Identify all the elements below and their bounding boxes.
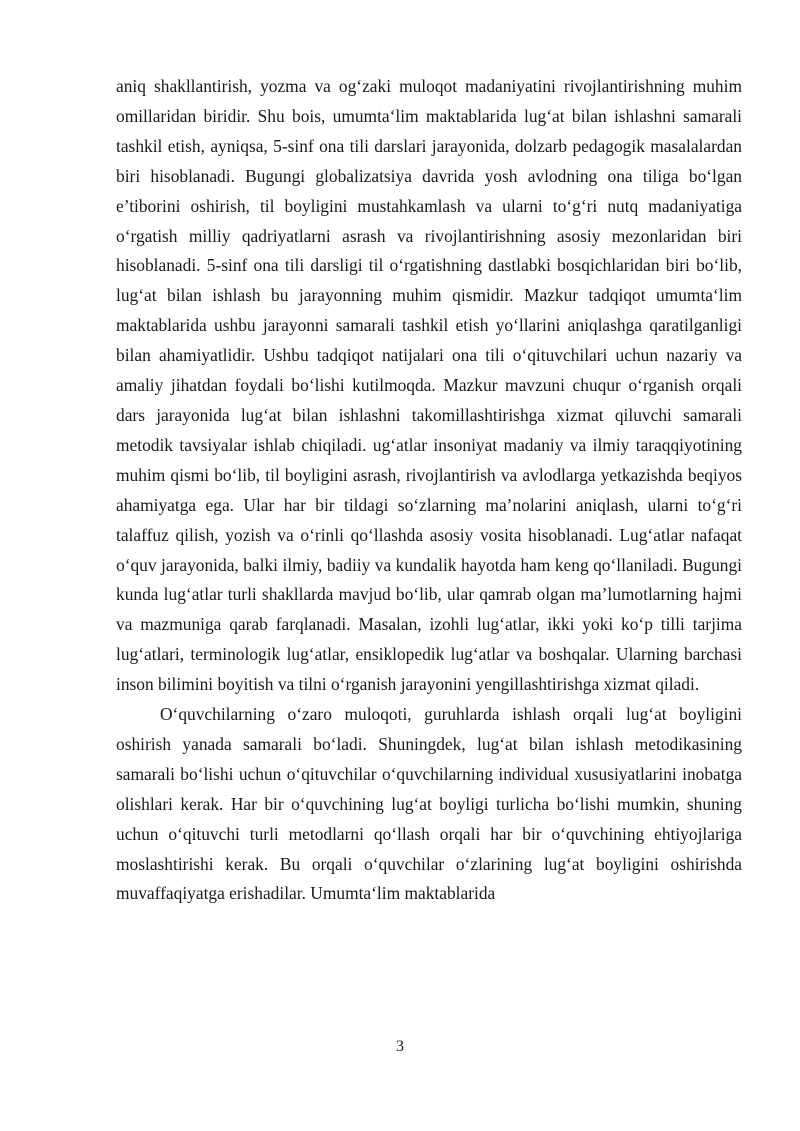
paragraph-1: aniq shakllantirish, yozma va og‘zaki muloqot madaniyatini rivojlantirishning muhim omillaridan biridir. Shu bois, umumta‘lim maktablarida lug‘at bilan ishlashni samarali tashkil etish, ayniqsa, 5-sinf ona tili darslari jarayonida, dolzarb pedagogik masalalardan biri hisoblanadi. Bugungi globalizatsiya davrida yosh avlodning ona tiliga bo‘lgan e’tiborini oshirish, til boyligini mustahkamlash va ularni to‘g‘ri nutq madaniyatiga o‘rgatish milliy qadriyatlarni asrash va rivojlantirishning asosiy mezonlaridan biri hisoblanadi. 5-sinf ona tili darsligi til o‘rgatishning dastlabki bosqichlaridan biri bo‘lib, lug‘at bilan ishlash bu jarayonning muhim qismidir. Mazkur tadqiqot umumta‘lim maktablarida ushbu jarayonni samarali tashkil etish yo‘llarini aniqlashga qaratilganligi bilan ahamiyatlidir. Ushbu tadqiqot natijalari ona tili o‘qituvchilari uchun nazariy va amaliy jihatdan foydali bo‘lishi kutilmoqda. Mazkur mavzuni chuqur o‘rganish orqali dars jarayonida lug‘at bilan ishlashni takomillashtirishga xizmat qiluvchi samarali metodik tavsiyalar ishlab chiqiladi. ug‘atlar insoniyat madaniy va ilmiy taraqqiyotining muhim qismi bo‘lib, til boyligini asrash, rivojlantirish va avlodlarga yetkazishda beqiyos ahamiyatga ega. Ular har bir tildagi so‘zlarning ma’nolarini aniqlash, ularni to‘g‘ri talaffuz qilish, yozish va o‘rinli qo‘llashda asosiy vosita hisoblanadi. Lug‘atlar nafaqat o‘quv jarayonida, balki ilmiy, badiiy va kundalik hayotda ham keng qo‘llaniladi. Bugungi kunda lug‘atlar turli shakllarda mavjud bo‘lib, ular qamrab olgan ma’lumotlarning hajmi va mazmuniga qarab farqlanadi. Masalan, izohli lug‘atlar, ikki yoki ko‘p tilli tarjima lug‘atlari, terminologik lug‘atlar, ensiklopedik lug‘atlar va boshqalar. Ularning barchasi inson bilimini boyitish va tilni o‘rganish jarayonini yengillashtirishga xizmat qiladi.	[116, 76, 742, 695]
body-text	[116, 72, 742, 909]
page-number: 3	[396, 1038, 404, 1055]
paragraph-2: O‘quvchilarning o‘zaro muloqoti, guruhlarda ishlash orqali lug‘at boyligini oshirish yanada samarali bo‘ladi. Shuningdek, lug‘at bilan ishlash metodikasining samarali bo‘lishi uchun o‘qituvchilar o‘quvchilarning individual xususiyatlarini inobatga olishlari kerak. Har bir o‘quvchining lug‘at boyligi turlicha bo‘lishi mumkin, shuning uchun o‘qituvchi turli metodlarni qo‘llash orqali har bir o‘quvchining ehtiyojlariga moslashtirishi kerak. Bu orqali o‘quvchilar o‘zlarining lug‘at boyligini oshirishda muvaffaqiyatga erishadilar. Umumta‘lim maktablarida	[116, 704, 742, 904]
